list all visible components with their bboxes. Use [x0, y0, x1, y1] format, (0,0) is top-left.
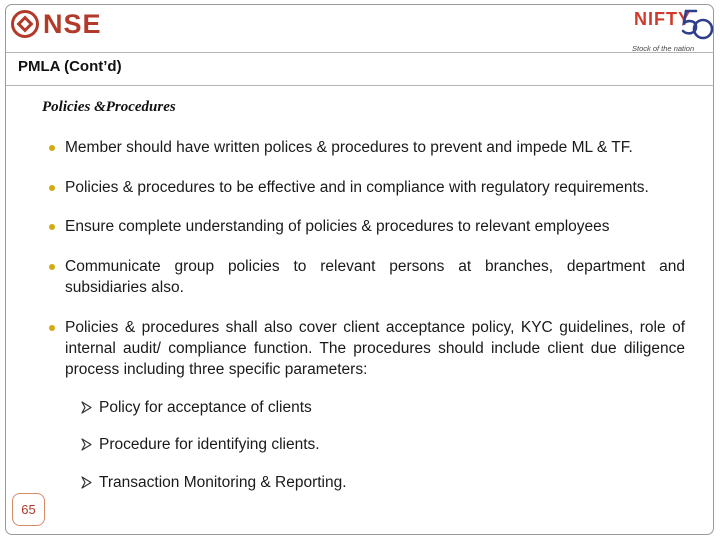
nifty-logo [628, 8, 714, 54]
bullet-item: Ensure complete understanding of policies & procedures to relevant employees [42, 216, 687, 237]
arrow-bullet-icon [80, 476, 93, 489]
nse-emblem-icon [10, 9, 40, 39]
arrow-bullet-icon [80, 401, 93, 414]
sub-list-item: Policy for acceptance of clients [80, 397, 312, 418]
bullet-item: Member should have written polices & procedures to prevent and impede ML & TF. [42, 137, 687, 158]
bullet-dot-icon [49, 325, 55, 331]
bullet-dot-icon [49, 185, 55, 191]
section-subheading: Policies &Procedures [42, 99, 176, 115]
bullet-dot-icon [49, 145, 55, 151]
nifty-tagline: Stock of the nation [632, 44, 695, 53]
nse-logo [10, 8, 102, 40]
bullet-item: Policies & procedures to be effective and in compliance with regulatory requirements. [42, 177, 687, 198]
bullet-dot-icon [49, 224, 55, 230]
slide-title: PMLA (Cont’d) [18, 58, 122, 75]
bullet-item: Policies & procedures shall also cover client acceptance policy, KYC guidelines, role of internal audit/ compliance function. The procedures should include client due diligence process including three specific parameters: [42, 317, 687, 380]
bullet-item: Communicate group policies to relevant persons at branches, department and subsidiaries also. [42, 256, 687, 298]
page-number: 65 [12, 493, 45, 526]
nifty-fifty-icon [678, 8, 714, 44]
title-divider [6, 85, 714, 86]
arrow-bullet-icon [80, 438, 93, 451]
nse-logo-text: NSE [43, 8, 102, 39]
sub-list-item: Transaction Monitoring & Reporting. [80, 472, 347, 493]
bullet-dot-icon [49, 264, 55, 270]
sub-list-item: Procedure for identifying clients. [80, 434, 320, 455]
nifty-logo-text: NIFTY [634, 9, 691, 29]
header-divider [6, 52, 714, 53]
